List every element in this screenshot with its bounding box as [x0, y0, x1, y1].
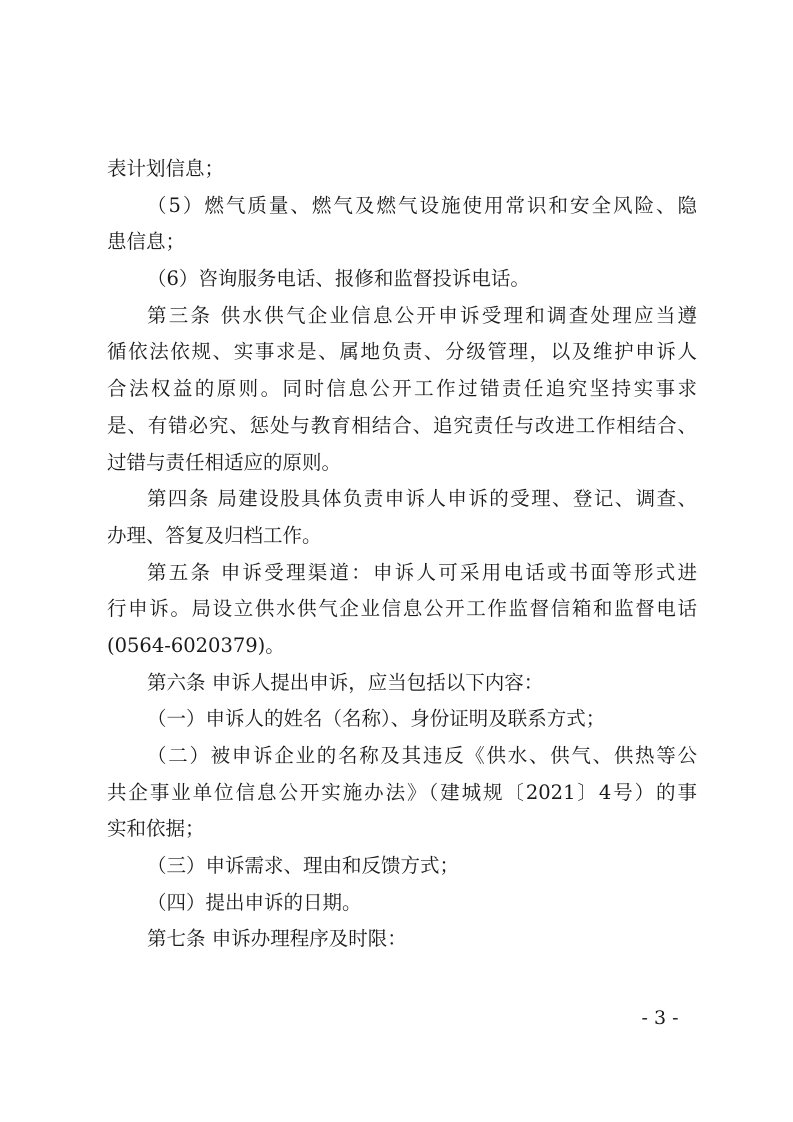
text-line: （5）燃气质量、燃气及燃气设施使用常识和安全风险、隐	[147, 193, 697, 217]
text-line: 循依法依规、实事求是、属地负责、分级管理，以及维护申诉人	[107, 340, 697, 364]
text-line: （6）咨询服务电话、报修和监督投诉电话。	[147, 267, 530, 291]
text-line: 第七条 申诉办理程序及时限：	[147, 927, 407, 951]
text-line: （四）提出申诉的日期。	[147, 890, 362, 914]
text-line: 表计划信息；	[107, 157, 225, 180]
text-line: 是、有错必究、惩处与教育相结合、追究责任与改进工作相结合、	[107, 413, 697, 437]
text-line: 第四条 局建设股具体负责申诉人申诉的受理、登记、调查、	[147, 487, 697, 511]
text-line: 实和依据；	[107, 817, 205, 841]
text-line: 第六条 申诉人提出申诉，应当包括以下内容：	[147, 670, 544, 694]
text-line: （三）申诉需求、理由和反馈方式；	[147, 854, 460, 878]
page-number: - 3 -	[641, 1007, 679, 1029]
text-line: 合法权益的原则。同时信息公开工作过错责任追究坚持实事求	[107, 377, 697, 401]
text-line: 过错与责任相适应的原则。	[107, 450, 342, 474]
text-line: 行申诉。局设立供水供气企业信息公开工作监督信箱和监督电话	[107, 597, 697, 621]
document-body	[107, 151, 697, 958]
text-line: 办理、答复及归档工作。	[107, 523, 322, 547]
text-line: 第三条 供水供气企业信息公开申诉受理和调查处理应当遵	[147, 303, 697, 327]
text-line: （一）申诉人的姓名（名称）、身份证明及联系方式；	[147, 707, 606, 731]
text-line: 患信息；	[107, 230, 186, 254]
text-line: （二）被申诉企业的名称及其违反《供水、供气、供热等公	[147, 744, 697, 767]
text-line: (0564-6020379)。	[107, 633, 285, 657]
text-line: 共企事业单位信息公开实施办法》（建城规〔2021〕4号）的事	[107, 780, 697, 804]
text-line: 第五条 申诉受理渠道：申诉人可采用电话或书面等形式进	[147, 560, 697, 584]
